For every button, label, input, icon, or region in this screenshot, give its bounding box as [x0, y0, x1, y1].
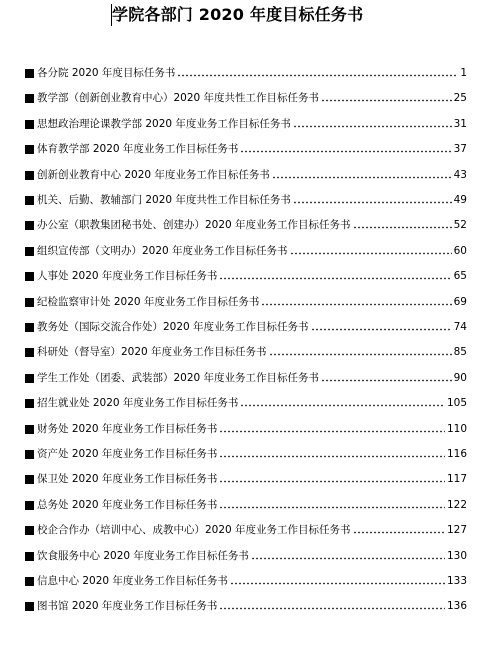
dot-leader — [353, 219, 452, 229]
toc-entry[interactable] — [25, 547, 467, 563]
toc-entry[interactable] — [25, 293, 467, 309]
dot-leader — [290, 245, 452, 255]
toc-entry-title: 各分院 2020 年度目标任务书 — [37, 67, 176, 79]
square-bullet-icon — [25, 425, 34, 434]
square-bullet-icon — [25, 196, 34, 205]
toc-entry-page-number: 110 — [446, 422, 467, 435]
toc-entry-page-number: 117 — [446, 473, 467, 486]
square-bullet-icon — [25, 145, 34, 154]
toc-entry-page-number: 122 — [446, 498, 467, 511]
dot-leader — [269, 346, 452, 356]
toc-entry[interactable] — [25, 521, 467, 537]
toc-entry-page-number: 90 — [453, 371, 467, 384]
dot-leader — [219, 600, 445, 610]
toc-entry-title: 保卫处 2020 年度业务工作目标任务书 — [37, 473, 218, 486]
toc-entry[interactable] — [25, 343, 467, 359]
square-bullet-icon — [25, 577, 34, 586]
square-bullet-icon — [25, 526, 34, 535]
toc-entry-title: 纪检监察审计处 2020 年度业务工作目标任务书 — [37, 295, 260, 308]
dot-leader — [293, 118, 452, 128]
toc-entry[interactable] — [25, 394, 467, 410]
dot-leader — [321, 372, 452, 382]
square-bullet-icon — [25, 450, 34, 459]
toc-entry[interactable] — [25, 191, 467, 207]
toc-entry-title: 招生就业处 2020 年度业务工作目标任务书 — [37, 397, 239, 410]
toc-entry[interactable] — [25, 89, 467, 105]
dot-leader — [219, 270, 451, 280]
toc-entry-title: 教学部（创新创业教育中心）2020 年度共性工作目标任务书 — [37, 92, 320, 105]
toc-entry[interactable] — [25, 572, 467, 588]
toc-entry-page-number: 49 — [453, 194, 467, 206]
dot-leader — [219, 448, 445, 458]
toc-entry[interactable] — [25, 140, 467, 156]
toc-entry-page-number: 133 — [446, 575, 467, 587]
square-bullet-icon — [25, 272, 34, 281]
toc-entry-page-number: 85 — [453, 346, 467, 359]
toc-entry-page-number: 130 — [446, 549, 467, 562]
toc-entry-page-number: 69 — [453, 295, 467, 308]
toc-entry-title: 饮食服务中心 2020 年度业务工作目标任务书 — [37, 549, 249, 562]
toc-entry-title: 总务处 2020 年度业务工作目标任务书 — [37, 498, 218, 511]
toc-entry-title: 信息中心 2020 年度业务工作目标任务书 — [37, 575, 228, 587]
toc-entry-title: 思想政治理论课教学部 2020 年度业务工作目标任务书 — [37, 117, 291, 130]
toc-entry[interactable] — [25, 115, 467, 131]
toc-entry[interactable] — [25, 64, 467, 80]
dot-leader — [177, 67, 458, 77]
dot-leader — [272, 169, 452, 179]
square-bullet-icon — [25, 298, 34, 307]
toc-entry-title: 人事处 2020 年度业务工作目标任务书 — [37, 270, 218, 283]
toc-entry-page-number: 37 — [453, 143, 467, 156]
square-bullet-icon — [25, 171, 34, 180]
toc-entry[interactable] — [25, 445, 467, 461]
toc-entry-page-number: 74 — [453, 321, 467, 333]
square-bullet-icon — [25, 501, 34, 510]
toc-entry-title: 校企合作办（培训中心、成教中心）2020 年度业务工作目标任务书 — [37, 524, 351, 537]
square-bullet-icon — [25, 348, 34, 357]
dot-leader — [240, 143, 451, 153]
toc-entry[interactable] — [25, 597, 467, 613]
dot-leader — [230, 575, 445, 585]
toc-entry-page-number: 52 — [453, 219, 467, 232]
toc-entry[interactable] — [25, 470, 467, 486]
toc-entry-page-number: 65 — [453, 270, 467, 283]
square-bullet-icon — [25, 120, 34, 129]
toc-entry-page-number: 127 — [446, 524, 467, 537]
toc-entry[interactable] — [25, 496, 467, 512]
square-bullet-icon — [25, 475, 34, 484]
toc-entry-page-number: 116 — [446, 448, 467, 460]
square-bullet-icon — [25, 602, 34, 611]
toc-entry[interactable] — [25, 166, 467, 182]
toc-entry-title: 教务处（国际交流合作处）2020 年度业务工作目标任务书 — [37, 321, 309, 333]
toc-entry[interactable] — [25, 216, 467, 232]
dot-leader — [321, 92, 452, 102]
toc-entry[interactable] — [25, 420, 467, 436]
toc-entry-page-number: 60 — [453, 244, 467, 257]
toc-entry-page-number: 1 — [460, 67, 467, 79]
toc-entry-title: 组织宣传部（文明办）2020 年度业务工作目标任务书 — [37, 244, 288, 257]
toc-entry-title: 资产处 2020 年度业务工作目标任务书 — [37, 448, 218, 460]
toc-entry-title: 学生工作处（团委、武装部）2020 年度业务工作目标任务书 — [37, 371, 320, 384]
dot-leader — [219, 473, 445, 483]
dot-leader — [311, 321, 452, 331]
square-bullet-icon — [25, 221, 34, 230]
dot-leader — [219, 499, 445, 509]
square-bullet-icon — [25, 94, 34, 103]
dot-leader — [353, 524, 445, 534]
dot-leader — [293, 194, 452, 204]
toc-entry[interactable] — [25, 242, 467, 258]
square-bullet-icon — [25, 374, 34, 383]
toc-entry-title: 创新创业教育中心 2020 年度业务工作目标任务书 — [37, 168, 270, 181]
square-bullet-icon — [25, 69, 34, 78]
toc-entry-page-number: 136 — [446, 600, 467, 613]
toc-entry[interactable] — [25, 369, 467, 385]
dot-leader — [251, 550, 445, 560]
toc-entry[interactable] — [25, 318, 467, 334]
dot-leader — [219, 423, 445, 433]
dot-leader — [240, 397, 445, 407]
toc-entry-page-number: 43 — [453, 168, 467, 181]
toc-entry-page-number: 105 — [446, 397, 467, 410]
square-bullet-icon — [25, 399, 34, 408]
toc-entry-page-number: 25 — [453, 92, 467, 105]
dot-leader — [261, 296, 451, 306]
toc-entry-title: 机关、后勤、教辅部门 2020 年度共性工作目标任务书 — [37, 194, 291, 206]
toc-entry-title: 财务处 2020 年度业务工作目标任务书 — [37, 422, 218, 435]
document-title: 学院各部门 2020 年度目标任务书 — [112, 5, 364, 24]
toc-entry-page-number: 31 — [453, 117, 467, 130]
toc-entry-title: 办公室（职教集团秘书处、创建办）2020 年度业务工作目标任务书 — [37, 219, 351, 232]
square-bullet-icon — [25, 323, 34, 332]
toc-entry-title: 体育教学部 2020 年度业务工作目标任务书 — [37, 143, 239, 156]
toc-entry-title: 科研处（督导室）2020 年度业务工作目标任务书 — [37, 346, 267, 359]
toc-entry[interactable] — [25, 267, 467, 283]
square-bullet-icon — [25, 552, 34, 561]
toc-entry-title: 图书馆 2020 年度业务工作目标任务书 — [37, 600, 218, 613]
square-bullet-icon — [25, 247, 34, 256]
